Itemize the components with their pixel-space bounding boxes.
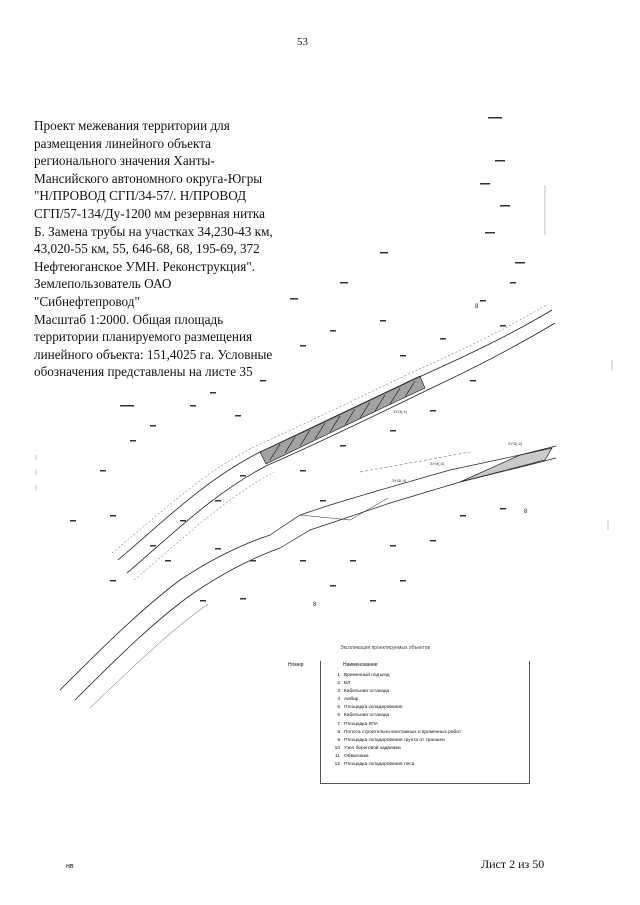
legend-title: Экспликация проектируемых объектов [340,645,431,651]
legend-item: 2 ВЛ [337,681,351,687]
legend-item: 7 Площадка КПА [337,721,379,727]
parcel-label-zu1: ЗУ/3(:1) [393,409,408,414]
legend-item: 11 Обваловка [335,753,369,759]
legend-item: 5 Площадка складирования [337,705,403,711]
margin-ticks [36,185,612,530]
legend-item: 10 Узел береговой задвижки [334,745,401,751]
legend-item: 6 Кабельная эстакада [337,713,390,719]
pipeline-corridor-branch [270,446,556,548]
map-mark-1: 8 [475,304,479,310]
legend-list [330,672,461,769]
page-number: 53 [297,36,308,48]
pipeline-corridor-main [112,304,555,580]
legend-item: 3 Кабельная эстакада [337,689,390,695]
hatched-area [260,376,425,464]
map-mark-3: 8 [313,602,317,608]
legend-item: 9 Площадка складирования грунта от траншеи [337,737,445,743]
legend-item: 4 Амбар [337,697,359,703]
legend-item: 8 Полоса строительно-монтажных и временных работ [337,729,462,735]
parcel-label-zu3: ЗУ/3(:3) [430,461,445,466]
sheet-counter: Лист 2 из 50 [481,857,545,871]
map-title-block: Проект межевания территории для размещения линейного объекта регионального значения Ханты- Мансийского автономного округа-Югры "Н/ПРОВОД СГП/34-57/. Н/ПРОВОД СГП/57-134/Ду-1200 мм резервная нитка Б. Замена трубы на участках 34,230-43 км, 43,020-55 км, 55, 646-68, 68, 195-69, 372 Нефтеюганское УМН. Реконструкция". Землепользователь ОАО "Сибнефтепровод" Масштаб 1:2000. Общая площадь территории планируемого размещения линейного объекта: 151,4025 га. Условные обозначения представлены на листе 35 [34,118,273,380]
footer-left-mark: нв [66,863,74,870]
parcel-label-zu2: ЗУ/3(:2) [508,441,523,446]
legend-item: 1 Временный подъезд [337,673,390,678]
map-mark-2: 8 [524,509,528,515]
legend-header-number: Номер [288,662,304,668]
parcel-label-zu4: ЗУ/3(:4) [392,478,407,483]
legend-header-name: Наименование [343,662,378,668]
legend-item: 12 Площадка складирования леса [334,762,415,768]
survey-points [70,117,525,602]
